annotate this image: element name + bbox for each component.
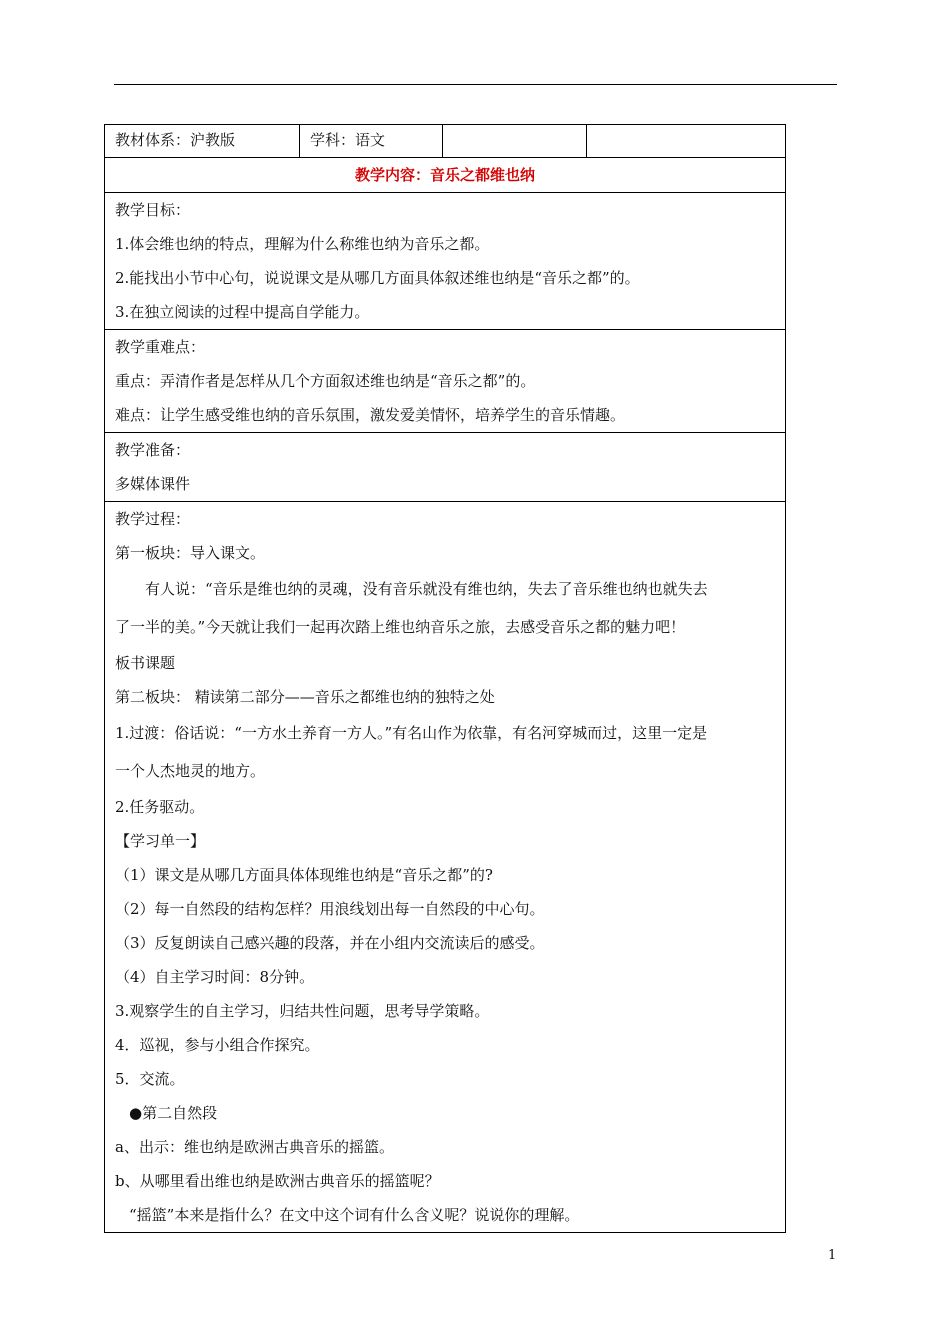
process-line: （1）课文是从哪几方面具体体现维也纳是“音乐之都”的? — [115, 866, 493, 884]
process-line: 板书课题 — [115, 654, 176, 672]
teaching-process-section — [105, 502, 786, 1233]
key-points-section — [105, 330, 786, 433]
goal-item: 2.能找出小节中心句，说说课文是从哪几方面具体叙述维也纳是“音乐之都”的。 — [115, 269, 640, 287]
process-line: 3.观察学生的自主学习，归结共性问题，思考导学策略。 — [115, 1002, 490, 1020]
process-line: b、从哪里看出维也纳是欧洲古典音乐的摇篮呢？ — [115, 1172, 440, 1190]
process-line: 1.过渡：俗话说：“一方水土养育一方人。”有名山作为依靠，有名河穿城而过，这里一定是 — [115, 724, 708, 742]
meta-row — [105, 125, 786, 158]
lesson-title: 教学内容：音乐之都维也纳 — [105, 158, 786, 193]
page-number: 1 — [828, 1248, 837, 1263]
prep-item: 多媒体课件 — [115, 475, 191, 493]
keypoint-item: 难点：让学生感受维也纳的音乐氛围，激发爱美情怀，培养学生的音乐情趣。 — [115, 406, 626, 424]
process-line: 第二板块： 精读第二部分——音乐之都维也纳的独特之处 — [115, 688, 495, 706]
teaching-goals-section — [105, 193, 786, 330]
goal-item: 3.在独立阅读的过程中提高自学能力。 — [115, 303, 370, 321]
prep-heading: 教学准备： — [115, 441, 191, 459]
process-line: 【学习单一】 — [115, 832, 206, 850]
process-line: 了一半的美。”今天就让我们一起再次踏上维也纳音乐之旅，去感受音乐之都的魅力吧！ — [115, 618, 686, 636]
process-line: a、出示：维也纳是欧洲古典音乐的摇篮。 — [115, 1138, 394, 1156]
process-line: （2）每一自然段的结构怎样？用浪线划出每一自然段的中心句。 — [115, 900, 545, 918]
preparation-section — [105, 433, 786, 502]
process-line: （3）反复朗读自己感兴趣的段落，并在小组内交流读后的感受。 — [115, 934, 545, 952]
goal-item: 1.体会维也纳的特点，理解为什么称维也纳为音乐之都。 — [115, 235, 490, 253]
process-line: ●第二自然段 — [129, 1104, 218, 1122]
blank-cell-1 — [443, 125, 587, 158]
header-rule — [114, 84, 837, 85]
process-line: 2.任务驱动。 — [115, 798, 205, 816]
keypoints-heading: 教学重难点： — [115, 338, 206, 356]
process-line: 有人说：“音乐是维也纳的灵魂，没有音乐就没有维也纳，失去了音乐维也纳也就失去 — [145, 580, 708, 598]
lesson-plan-table — [104, 124, 786, 1233]
process-line: 一个人杰地灵的地方。 — [115, 762, 266, 780]
process-heading: 教学过程： — [115, 510, 191, 528]
process-line: （4）自主学习时间：8分钟。 — [115, 968, 315, 986]
process-line: “摇篮”本来是指什么？在文中这个词有什么含义呢？说说你的理解。 — [129, 1206, 580, 1224]
goals-heading: 教学目标： — [115, 201, 191, 219]
process-line: 4．巡视，参与小组合作探究。 — [115, 1036, 320, 1054]
process-line: 第一板块：导入课文。 — [115, 544, 266, 562]
process-line: 5．交流。 — [115, 1070, 185, 1088]
keypoint-item: 重点：弄清作者是怎样从几个方面叙述维也纳是“音乐之都”的。 — [115, 372, 536, 390]
blank-cell-2 — [587, 125, 786, 158]
subject-cell: 学科：语文 — [300, 125, 443, 158]
textbook-system-cell: 教材体系：沪教版 — [105, 125, 300, 158]
